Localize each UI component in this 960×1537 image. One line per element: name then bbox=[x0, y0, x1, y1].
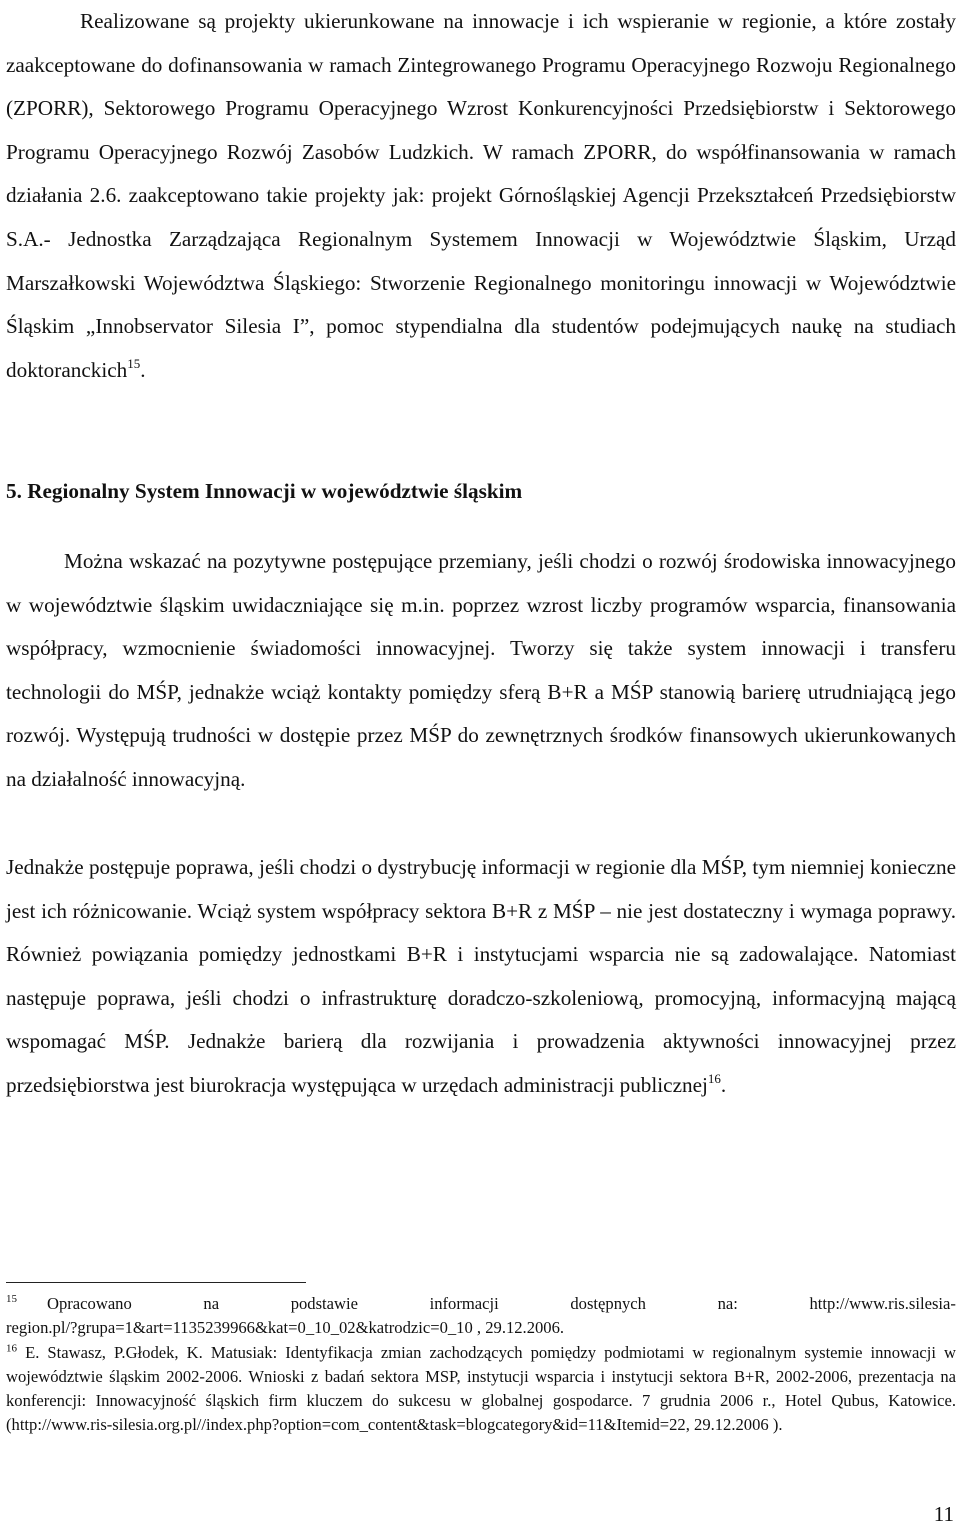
footnote-15-link-continuation[interactable]: region.pl/?grupa=1&art=1135239966&kat=0_10_02&katrodzic=0_10 , 29.12.2006. bbox=[6, 1318, 565, 1338]
footnote-reference-15[interactable]: 15 bbox=[127, 355, 141, 371]
footnote-link[interactable]: http://www.ris.silesia- bbox=[809, 1294, 956, 1313]
paragraph-end-punctuation: . bbox=[140, 357, 146, 382]
footnote-word: informacji bbox=[429, 1294, 499, 1313]
footnote-15-first-line bbox=[6, 1292, 956, 1316]
paragraph-text: Jednakże postępuje poprawa, jeśli chodzi o dystrybucję informacji w regionie dla MŚP, tym niemniej konieczne jest ich różnicowanie. Wciąż system współpracy sektora B+R z MŚP – nie jest dostateczny i wymaga poprawy. Również powiązania pomiędzy jednostkami B+R i instytucjami wsparcia nie są zadowalające. Natomiast następuje poprawa, jeśli chodzi o infrastrukturę doradczo-szkoleniową, promocyjną, informacyjną mającą wspomagać MŚP. Jednakże barierą dla rozwijania i prowadzenia aktywności innowacyjnej przez przedsiębiorstwa jest biurokracja występująca w urzędach administracji publicznej bbox=[6, 855, 956, 1097]
footnote-reference-16[interactable]: 16 bbox=[707, 1070, 721, 1086]
page-number: 11 bbox=[933, 1502, 954, 1526]
paragraph-text: Realizowane są projekty ukierunkowane na innowacje i ich wspieranie w regionie, a które zostały zaakceptowane do dofinansowania w ramach Zintegrowanego Programu Operacyjnego Rozwoju Regionalnego (ZPORR), Sektorowego Programu Operacyjnego Wzrost Konkurencyjności Przedsiębiorstw i Sektorowego Programu Operacyjnego Rozwój Zasobów Ludzkich. W ramach ZPORR, do współfinansowania w ramach działania 2.6. zaakceptowano takie projekty jak: projekt Górnośląskiej Agencji Przekształceń Przedsiębiorstw S.A.- Jednostka Zarządzająca Regionalnym Systemem Innowacji w Województwie Śląskim, Urząd Marszałkowski Województwa Śląskiego: Stworzenie Regionalnego monitoringu innowacji w Województwie Śląskim „Innobservator Silesia I”, pomoc stypendialna dla studentów podejmujących naukę na studiach doktoranckich bbox=[6, 9, 956, 382]
paragraph-text: Można wskazać na pozytywne postępujące przemiany, jeśli chodzi o rozwój środowiska innowacyjnego w województwie śląskim uwidaczniające się m.in. poprzez wzrost liczby programów wsparcia, finansowania współpracy, wzmocnienie świadomości innowacyjnej. Tworzy się także system innowacji i transferu technologii do MŚP, jednakże wciąż kontakty pomiędzy sferą B+R a MŚP stanowią barierę utrudniającą jego rozwój. Występują trudności w dostępie przez MŚP do zewnętrznych środków finansowych ukierunkowanych na działalność innowacyjną. bbox=[6, 549, 956, 791]
paragraph-end-punctuation: . bbox=[720, 1072, 727, 1097]
footnote-word: dostępnych bbox=[570, 1294, 646, 1313]
footnote-word: na bbox=[203, 1294, 220, 1313]
footnote-separator bbox=[6, 1282, 306, 1283]
section-heading: 5. Regionalny System Innowacji w województwie śląskim bbox=[6, 479, 523, 503]
paragraph-improvement-barriers bbox=[6, 846, 956, 1108]
footnote-word: podstawie bbox=[290, 1294, 358, 1313]
footnote-number: 16 bbox=[6, 1342, 17, 1355]
footnote-word: na: bbox=[717, 1294, 738, 1313]
footnote-16 bbox=[6, 1341, 956, 1438]
paragraph-positive-changes bbox=[6, 540, 956, 802]
footnote-number: 15 bbox=[6, 1293, 17, 1306]
footnote-15 bbox=[6, 1292, 956, 1341]
paragraph-innovation-projects bbox=[6, 0, 956, 392]
footnote-word: Opracowano bbox=[47, 1294, 132, 1313]
footnote-text: E. Stawasz, P.Głodek, K. Matusiak: Identyfikacja zmian zachodzących pomiędzy podmiotami w regionalnym systemie innowacji w województwie śląskim 2002-2006. Wnioski z badań sektora MSP, instytucji wsparcia i instytucji sektora B+R, 2002-2006, prezentacja na konferencji: Innowacyjność śląskich firm kluczem do sukcesu w globalnej gospodarce. 7 grudnia 2006 r., Hotel Qubus, Katowice. (http://www.ris-silesia.org.pl//index.php?option=com_content&task=blogcategory&id=11&Itemid=22, 29.12.2006 ). bbox=[6, 1342, 956, 1435]
footnotes-section bbox=[6, 1292, 956, 1438]
